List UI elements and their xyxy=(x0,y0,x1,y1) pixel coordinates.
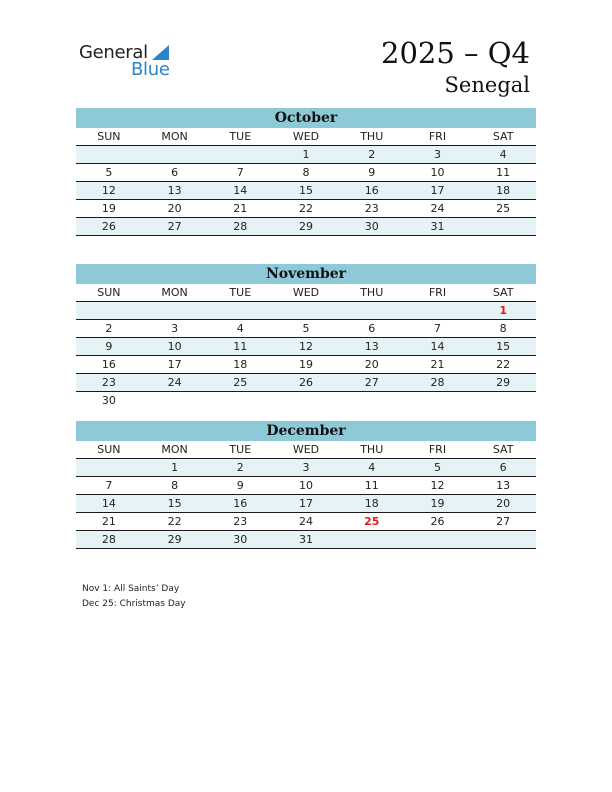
day-cell: 16 xyxy=(101,358,116,371)
day-cell: 18 xyxy=(364,497,379,510)
day-cell: 20 xyxy=(364,358,379,371)
day-cell: 27 xyxy=(364,376,379,389)
day-cell: 20 xyxy=(167,202,182,215)
day-cell: 21 xyxy=(233,202,248,215)
day-cell: 21 xyxy=(430,358,445,371)
day-cell: 2 xyxy=(105,322,113,335)
day-cell: 8 xyxy=(499,322,507,335)
logo-text-general: General xyxy=(79,42,148,63)
day-cell: 6 xyxy=(171,166,179,179)
day-cell: 24 xyxy=(430,202,445,215)
weekday-label: THU xyxy=(360,286,384,299)
day-cell: 27 xyxy=(167,220,182,233)
weekday-label: FRI xyxy=(428,130,447,143)
day-cell xyxy=(76,146,142,163)
week-row xyxy=(76,531,536,549)
day-cell: 19 xyxy=(299,358,314,371)
day-cell: 14 xyxy=(101,497,116,510)
weekday-header-row xyxy=(76,441,536,459)
day-cell: 16 xyxy=(364,184,379,197)
day-cell: 8 xyxy=(302,166,310,179)
day-cell: 15 xyxy=(299,184,314,197)
week-row xyxy=(76,477,536,495)
day-cell: 26 xyxy=(101,220,116,233)
weekday-label: SUN xyxy=(97,286,121,299)
day-cell: 4 xyxy=(368,461,376,474)
day-cell: 9 xyxy=(236,479,244,492)
day-cell: 18 xyxy=(496,184,511,197)
day-cell: 4 xyxy=(499,148,507,161)
week-row xyxy=(76,513,536,531)
day-cell: 13 xyxy=(167,184,182,197)
day-cell: 25 xyxy=(233,376,248,389)
weekday-label: MON xyxy=(161,130,188,143)
day-cell: 12 xyxy=(101,184,116,197)
day-cell: 24 xyxy=(299,515,314,528)
day-cell: 3 xyxy=(171,322,179,335)
day-cell: 19 xyxy=(101,202,116,215)
month-calendar-october xyxy=(76,108,536,236)
day-cell xyxy=(142,302,208,319)
day-cell: 20 xyxy=(496,497,511,510)
day-cell xyxy=(76,459,142,476)
week-row xyxy=(76,320,536,338)
weekday-label: MON xyxy=(161,443,188,456)
weekday-label: SAT xyxy=(492,130,514,143)
day-cell: 31 xyxy=(299,533,314,546)
day-cell: 23 xyxy=(364,202,379,215)
day-cell: 24 xyxy=(167,376,182,389)
day-cell: 18 xyxy=(233,358,248,371)
day-cell: 8 xyxy=(171,479,179,492)
day-cell: 1 xyxy=(171,461,179,474)
day-cell: 22 xyxy=(167,515,182,528)
weekday-label: THU xyxy=(360,443,384,456)
weekday-label: TUE xyxy=(229,286,252,299)
day-cell xyxy=(207,146,273,163)
logo-triangle-icon xyxy=(152,45,169,60)
weekday-label: TUE xyxy=(229,443,252,456)
weekday-label: MON xyxy=(161,286,188,299)
day-cell: 30 xyxy=(101,394,116,407)
day-cell: 14 xyxy=(233,184,248,197)
week-row xyxy=(76,146,536,164)
weekday-label: WED xyxy=(292,286,320,299)
weekday-label: THU xyxy=(360,130,384,143)
day-cell xyxy=(207,302,273,319)
month-title: November xyxy=(76,264,536,284)
day-cell xyxy=(405,302,471,319)
week-row xyxy=(76,392,536,409)
day-cell: 12 xyxy=(299,340,314,353)
day-cell xyxy=(339,392,405,409)
day-cell: 27 xyxy=(496,515,511,528)
day-cell: 2 xyxy=(368,148,376,161)
day-cell: 15 xyxy=(496,340,511,353)
weekday-header-row xyxy=(76,128,536,146)
day-cell: 13 xyxy=(364,340,379,353)
day-cell: 7 xyxy=(433,322,441,335)
day-cell: 22 xyxy=(299,202,314,215)
day-cell: 29 xyxy=(167,533,182,546)
day-cell: 29 xyxy=(496,376,511,389)
weekday-label: FRI xyxy=(428,443,447,456)
day-cell xyxy=(470,218,536,235)
generalblue-logo xyxy=(79,42,189,82)
day-cell xyxy=(339,302,405,319)
day-cell: 17 xyxy=(167,358,182,371)
day-cell: 3 xyxy=(433,148,441,161)
day-cell: 5 xyxy=(302,322,310,335)
holiday-notes xyxy=(82,582,186,612)
day-cell: 21 xyxy=(101,515,116,528)
week-row xyxy=(76,495,536,513)
day-cell: 23 xyxy=(233,515,248,528)
day-cell: 16 xyxy=(233,497,248,510)
country-name: Senegal xyxy=(444,73,530,97)
weekday-label: SUN xyxy=(97,443,121,456)
day-cell: 11 xyxy=(496,166,511,179)
day-cell: 11 xyxy=(364,479,379,492)
day-cell xyxy=(273,302,339,319)
day-cell: 5 xyxy=(105,166,113,179)
weekday-label: WED xyxy=(292,130,320,143)
day-cell: 9 xyxy=(105,340,113,353)
day-cell: 23 xyxy=(101,376,116,389)
day-cell: 15 xyxy=(167,497,182,510)
day-cell: 6 xyxy=(368,322,376,335)
day-cell: 2 xyxy=(236,461,244,474)
day-cell xyxy=(405,531,471,548)
month-calendar-december xyxy=(76,421,536,549)
day-cell xyxy=(405,392,471,409)
weekday-label: SAT xyxy=(492,443,514,456)
holiday-day-cell: 25 xyxy=(364,515,380,528)
day-cell: 10 xyxy=(167,340,182,353)
day-cell: 30 xyxy=(364,220,379,233)
day-cell: 14 xyxy=(430,340,445,353)
day-cell: 9 xyxy=(368,166,376,179)
week-row xyxy=(76,459,536,477)
month-title: October xyxy=(76,108,536,128)
holiday-note: Nov 1: All Saints’ Day xyxy=(82,584,180,594)
day-cell xyxy=(76,302,142,319)
logo-text-blue: Blue xyxy=(131,59,170,80)
day-cell: 10 xyxy=(430,166,445,179)
month-calendar-november xyxy=(76,264,536,409)
day-cell: 6 xyxy=(499,461,507,474)
day-cell: 11 xyxy=(233,340,248,353)
day-cell: 22 xyxy=(496,358,511,371)
day-cell: 7 xyxy=(236,166,244,179)
day-cell xyxy=(339,531,405,548)
day-cell: 10 xyxy=(299,479,314,492)
day-cell: 5 xyxy=(433,461,441,474)
page-title: 2025 – Q4 xyxy=(381,36,530,70)
day-cell xyxy=(142,392,208,409)
week-row xyxy=(76,356,536,374)
day-cell xyxy=(273,392,339,409)
weekday-label: FRI xyxy=(428,286,447,299)
day-cell: 12 xyxy=(430,479,445,492)
day-cell: 29 xyxy=(299,220,314,233)
week-row xyxy=(76,302,536,320)
week-row xyxy=(76,182,536,200)
day-cell: 1 xyxy=(302,148,310,161)
day-cell: 19 xyxy=(430,497,445,510)
holiday-day-cell: 1 xyxy=(499,304,507,317)
week-row xyxy=(76,218,536,236)
day-cell: 7 xyxy=(105,479,113,492)
day-cell: 13 xyxy=(496,479,511,492)
day-cell: 26 xyxy=(430,515,445,528)
day-cell xyxy=(470,531,536,548)
day-cell: 31 xyxy=(430,220,445,233)
month-title: December xyxy=(76,421,536,441)
day-cell: 26 xyxy=(299,376,314,389)
week-row xyxy=(76,164,536,182)
day-cell: 17 xyxy=(430,184,445,197)
weekday-header-row xyxy=(76,284,536,302)
day-cell: 4 xyxy=(236,322,244,335)
week-row xyxy=(76,374,536,392)
holiday-note: Dec 25: Christmas Day xyxy=(82,599,186,609)
weekday-label: SAT xyxy=(492,286,514,299)
day-cell: 28 xyxy=(430,376,445,389)
day-cell: 30 xyxy=(233,533,248,546)
day-cell xyxy=(142,146,208,163)
week-row xyxy=(76,200,536,218)
day-cell: 28 xyxy=(101,533,116,546)
weekday-label: TUE xyxy=(229,130,252,143)
day-cell: 3 xyxy=(302,461,310,474)
weekday-label: WED xyxy=(292,443,320,456)
day-cell xyxy=(470,392,536,409)
weekday-label: SUN xyxy=(97,130,121,143)
day-cell xyxy=(207,392,273,409)
day-cell: 17 xyxy=(299,497,314,510)
day-cell: 25 xyxy=(496,202,511,215)
day-cell: 28 xyxy=(233,220,248,233)
week-row xyxy=(76,338,536,356)
